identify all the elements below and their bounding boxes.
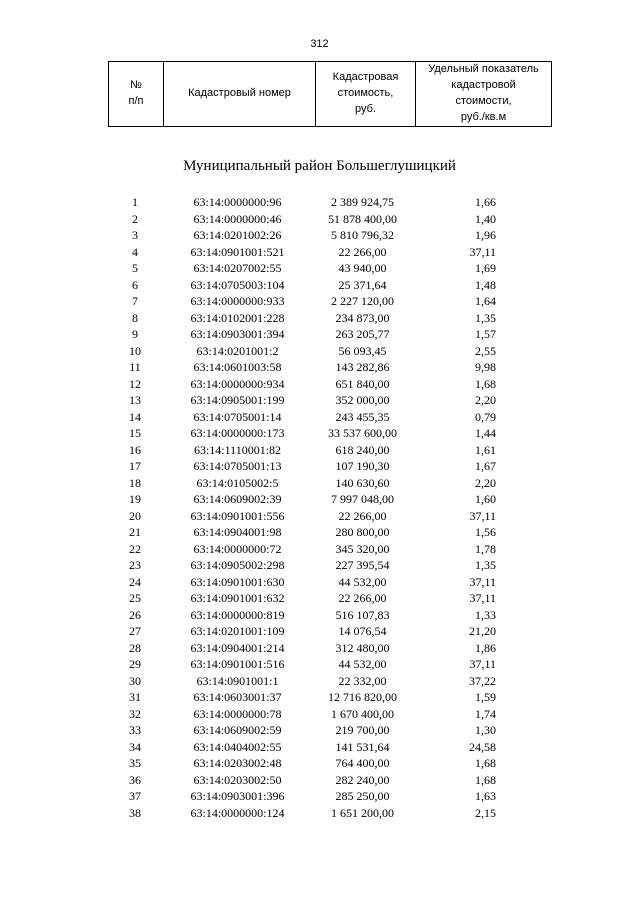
- row-number: 23: [129, 558, 141, 572]
- cadastral-cost: 140 630,60: [335, 475, 390, 490]
- specific-indicator: 2,55: [475, 343, 496, 358]
- specific-indicator: 1,78: [475, 541, 496, 556]
- cadastral-cost: 282 240,00: [335, 772, 390, 787]
- table-row: [0, 260, 639, 277]
- row-number: 5: [132, 261, 138, 275]
- cadastral-cost: 1 651 200,00: [331, 805, 394, 820]
- cadastral-number: 63:14:0203002:50: [193, 772, 282, 787]
- table-row: [0, 557, 639, 574]
- specific-indicator: 37,11: [469, 574, 496, 589]
- cadastral-cost: 2 389 924,75: [331, 195, 394, 209]
- cadastral-number: 63:14:0000000:124: [190, 805, 285, 820]
- table-row: [0, 590, 639, 607]
- cadastral-number: 63:14:0903001:394: [190, 327, 285, 341]
- cadastral-number: 63:14:0705001:13: [193, 459, 282, 473]
- specific-indicator: 2,15: [475, 805, 496, 820]
- cadastral-number: 63:14:0609002:59: [193, 723, 282, 737]
- specific-indicator: 1,68: [475, 772, 496, 787]
- cadastral-number: 63:14:0203002:48: [193, 756, 282, 770]
- specific-indicator: 24,58: [469, 739, 496, 754]
- row-number: 19: [129, 492, 141, 506]
- table-row: [0, 244, 639, 261]
- cadastral-cost: 143 282,86: [335, 360, 390, 374]
- row-number: 29: [129, 657, 141, 671]
- table-row: [0, 409, 639, 426]
- specific-indicator: 9,98: [475, 360, 496, 374]
- specific-indicator: 37,11: [469, 657, 496, 671]
- cadastral-cost: 234 873,00: [335, 310, 390, 325]
- cadastral-number: 63:14:0000000:96: [193, 195, 282, 209]
- table-row: [0, 673, 639, 690]
- cadastral-cost: 764 400,00: [335, 756, 390, 770]
- row-number: 2: [132, 211, 138, 226]
- table-row: [0, 491, 639, 508]
- cadastral-cost: 7 997 048,00: [331, 492, 394, 506]
- row-number: 28: [129, 640, 141, 655]
- row-number: 12: [129, 376, 141, 391]
- cadastral-number: 63:14:0903001:396: [190, 789, 285, 803]
- row-number: 26: [129, 607, 141, 622]
- cadastral-cost: 44 532,00: [338, 657, 387, 671]
- cadastral-cost: 44 532,00: [338, 574, 387, 589]
- specific-indicator: 1,40: [475, 211, 496, 226]
- cadastral-cost: 25 371,64: [338, 277, 387, 292]
- specific-indicator: 21,20: [469, 624, 496, 638]
- specific-indicator: 1,56: [475, 525, 496, 539]
- row-number: 27: [129, 624, 141, 638]
- cadastral-cost: 22 266,00: [338, 244, 387, 259]
- cadastral-number: 63:14:0905002:298: [190, 558, 285, 572]
- specific-indicator: 1,96: [475, 228, 496, 242]
- row-number: 35: [129, 756, 141, 770]
- table-row: [0, 227, 639, 244]
- row-number: 38: [129, 805, 141, 820]
- table-row: [0, 689, 639, 706]
- cadastral-cost: 107 190,30: [335, 459, 390, 473]
- specific-indicator: 1,68: [475, 376, 496, 391]
- table-row: [0, 508, 639, 525]
- cadastral-number: 63:14:0901001:632: [190, 591, 285, 605]
- specific-indicator: 2,20: [475, 393, 496, 407]
- cadastral-number: 63:14:0705001:14: [193, 409, 282, 424]
- table-row: [0, 343, 639, 360]
- header-specific-indicator: Удельный показатель кадастровой стоимости, руб./кв.м: [416, 62, 552, 127]
- table-row: [0, 277, 639, 294]
- cadastral-number: 63:14:0000000:933: [190, 294, 285, 308]
- data-rows: [0, 194, 639, 821]
- row-number: 15: [129, 426, 141, 440]
- header-cadastral-cost: Кадастровая стоимость, руб.: [316, 62, 416, 127]
- table-row: [0, 739, 639, 756]
- row-number: 30: [129, 673, 141, 688]
- cadastral-number: 63:14:0201002:26: [193, 228, 282, 242]
- row-number: 7: [132, 294, 138, 308]
- table-row: [0, 359, 639, 376]
- header-row-number: № п/п: [109, 62, 164, 127]
- table-row: [0, 755, 639, 772]
- cadastral-cost: 43 940,00: [338, 261, 387, 275]
- table-row: [0, 541, 639, 558]
- specific-indicator: 1,86: [475, 640, 496, 655]
- row-number: 18: [129, 475, 141, 490]
- table-row: [0, 211, 639, 228]
- row-number: 20: [129, 508, 141, 523]
- specific-indicator: 1,30: [475, 723, 496, 737]
- table-row: [0, 310, 639, 327]
- table-row: [0, 442, 639, 459]
- table-row: [0, 425, 639, 442]
- specific-indicator: 37,22: [469, 673, 496, 688]
- row-number: 32: [129, 706, 141, 721]
- table-row: [0, 805, 639, 822]
- cadastral-cost: 280 800,00: [335, 525, 390, 539]
- cadastral-number: 63:14:0207002:55: [193, 261, 282, 275]
- row-number: 22: [129, 541, 141, 556]
- cadastral-cost: 5 810 796,32: [331, 228, 394, 242]
- cadastral-cost: 2 227 120,00: [331, 294, 394, 308]
- row-number: 25: [129, 591, 141, 605]
- specific-indicator: 1,67: [475, 459, 496, 473]
- header-cadastral-number: Кадастровый номер: [164, 62, 316, 127]
- table-row: [0, 475, 639, 492]
- row-number: 8: [132, 310, 138, 325]
- cadastral-cost: 227 395,54: [335, 558, 390, 572]
- cadastral-cost: 263 205,77: [335, 327, 390, 341]
- cadastral-number: 63:14:0905001:199: [190, 393, 285, 407]
- table-row: [0, 376, 639, 393]
- cadastral-number: 63:14:0201001:2: [196, 343, 279, 358]
- section-title: Муниципальный район Большеглушицкий: [183, 158, 456, 174]
- cadastral-cost: 243 455,35: [335, 409, 390, 424]
- cadastral-cost: 516 107,83: [335, 607, 390, 622]
- cadastral-number: 63:14:0000000:819: [190, 607, 285, 622]
- cadastral-number: 63:14:0904001:98: [193, 525, 282, 539]
- row-number: 36: [129, 772, 141, 787]
- table-row: [0, 607, 639, 624]
- specific-indicator: 1,61: [475, 442, 496, 457]
- specific-indicator: 37,11: [469, 508, 496, 523]
- cadastral-number: 63:14:0901001:521: [190, 244, 285, 259]
- table-row: [0, 392, 639, 409]
- table-row: [0, 706, 639, 723]
- cadastral-cost: 22 266,00: [338, 508, 387, 523]
- table-header: [108, 61, 552, 127]
- table-row: [0, 623, 639, 640]
- specific-indicator: 1,66: [475, 195, 496, 209]
- cadastral-cost: 51 878 400,00: [328, 211, 397, 226]
- specific-indicator: 37,11: [469, 591, 496, 605]
- row-number: 14: [129, 409, 141, 424]
- row-number: 34: [129, 739, 141, 754]
- table-row: [0, 458, 639, 475]
- table-row: [0, 293, 639, 310]
- row-number: 37: [129, 789, 141, 803]
- specific-indicator: 1,44: [475, 426, 496, 440]
- cadastral-number: 63:14:1110001:82: [193, 442, 282, 457]
- row-number: 13: [129, 393, 141, 407]
- table-row: [0, 656, 639, 673]
- table-row: [0, 194, 639, 211]
- specific-indicator: 37,11: [469, 244, 496, 259]
- row-number: 6: [132, 277, 138, 292]
- specific-indicator: 1,59: [475, 690, 496, 704]
- cadastral-cost: 1 670 400,00: [331, 706, 394, 721]
- cadastral-number: 63:14:0901001:1: [196, 673, 279, 688]
- cadastral-number: 63:14:0000000:173: [190, 426, 285, 440]
- cadastral-number: 63:14:0102001:228: [190, 310, 285, 325]
- cadastral-number: 63:14:0601003:58: [193, 360, 282, 374]
- table-row: [0, 524, 639, 541]
- specific-indicator: 1,74: [475, 706, 496, 721]
- cadastral-cost: 56 093,45: [338, 343, 387, 358]
- table-row: [0, 788, 639, 805]
- specific-indicator: 2,20: [475, 475, 496, 490]
- cadastral-cost: 285 250,00: [335, 789, 390, 803]
- specific-indicator: 1,60: [475, 492, 496, 506]
- cadastral-number: 63:14:0901001:516: [190, 657, 285, 671]
- specific-indicator: 1,35: [475, 310, 496, 325]
- cadastral-number: 63:14:0603001:37: [193, 690, 282, 704]
- specific-indicator: 1,48: [475, 277, 496, 292]
- row-number: 21: [129, 525, 141, 539]
- cadastral-cost: 33 537 600,00: [328, 426, 397, 440]
- cadastral-cost: 312 480,00: [335, 640, 390, 655]
- specific-indicator: 1,64: [475, 294, 496, 308]
- cadastral-number: 63:14:0404002:55: [193, 739, 282, 754]
- specific-indicator: 1,69: [475, 261, 496, 275]
- cadastral-cost: 14 076,54: [338, 624, 387, 638]
- specific-indicator: 1,57: [475, 327, 496, 341]
- table-row: [0, 722, 639, 739]
- row-number: 33: [129, 723, 141, 737]
- cadastral-cost: 352 000,00: [335, 393, 390, 407]
- row-number: 11: [129, 360, 141, 374]
- cadastral-cost: 12 716 820,00: [328, 690, 397, 704]
- cadastral-number: 63:14:0000000:72: [193, 541, 282, 556]
- cadastral-number: 63:14:0705003:104: [190, 277, 285, 292]
- cadastral-cost: 651 840,00: [335, 376, 390, 391]
- cadastral-number: 63:14:0000000:934: [190, 376, 285, 391]
- row-number: 4: [132, 244, 138, 259]
- row-number: 17: [129, 459, 141, 473]
- row-number: 16: [129, 442, 141, 457]
- table-row: [0, 574, 639, 591]
- cadastral-number: 63:14:0000000:78: [193, 706, 282, 721]
- specific-indicator: 1,33: [475, 607, 496, 622]
- specific-indicator: 1,35: [475, 558, 496, 572]
- table-row: [0, 772, 639, 789]
- cadastral-cost: 141 531,64: [335, 739, 390, 754]
- specific-indicator: 1,63: [475, 789, 496, 803]
- specific-indicator: 0,79: [475, 409, 496, 424]
- cadastral-number: 63:14:0609002:39: [193, 492, 282, 506]
- cadastral-cost: 219 700,00: [335, 723, 390, 737]
- cadastral-cost: 345 320,00: [335, 541, 390, 556]
- row-number: 3: [132, 228, 138, 242]
- row-number: 31: [129, 690, 141, 704]
- table-row: [0, 640, 639, 657]
- cadastral-number: 63:14:0105002:5: [196, 475, 279, 490]
- cadastral-cost: 618 240,00: [335, 442, 390, 457]
- cadastral-number: 63:14:0904001:214: [190, 640, 285, 655]
- cadastral-cost: 22 332,00: [338, 673, 387, 688]
- row-number: 24: [129, 574, 141, 589]
- cadastral-number: 63:14:0000000:46: [193, 211, 282, 226]
- row-number: 1: [132, 195, 138, 209]
- cadastral-cost: 22 266,00: [338, 591, 387, 605]
- cadastral-number: 63:14:0201001:109: [190, 624, 285, 638]
- row-number: 10: [129, 343, 141, 358]
- row-number: 9: [132, 327, 138, 341]
- table-row: [0, 326, 639, 343]
- cadastral-number: 63:14:0901001:556: [190, 508, 285, 523]
- specific-indicator: 1,68: [475, 756, 496, 770]
- cadastral-number: 63:14:0901001:630: [190, 574, 285, 589]
- page-number: 312: [310, 38, 329, 50]
